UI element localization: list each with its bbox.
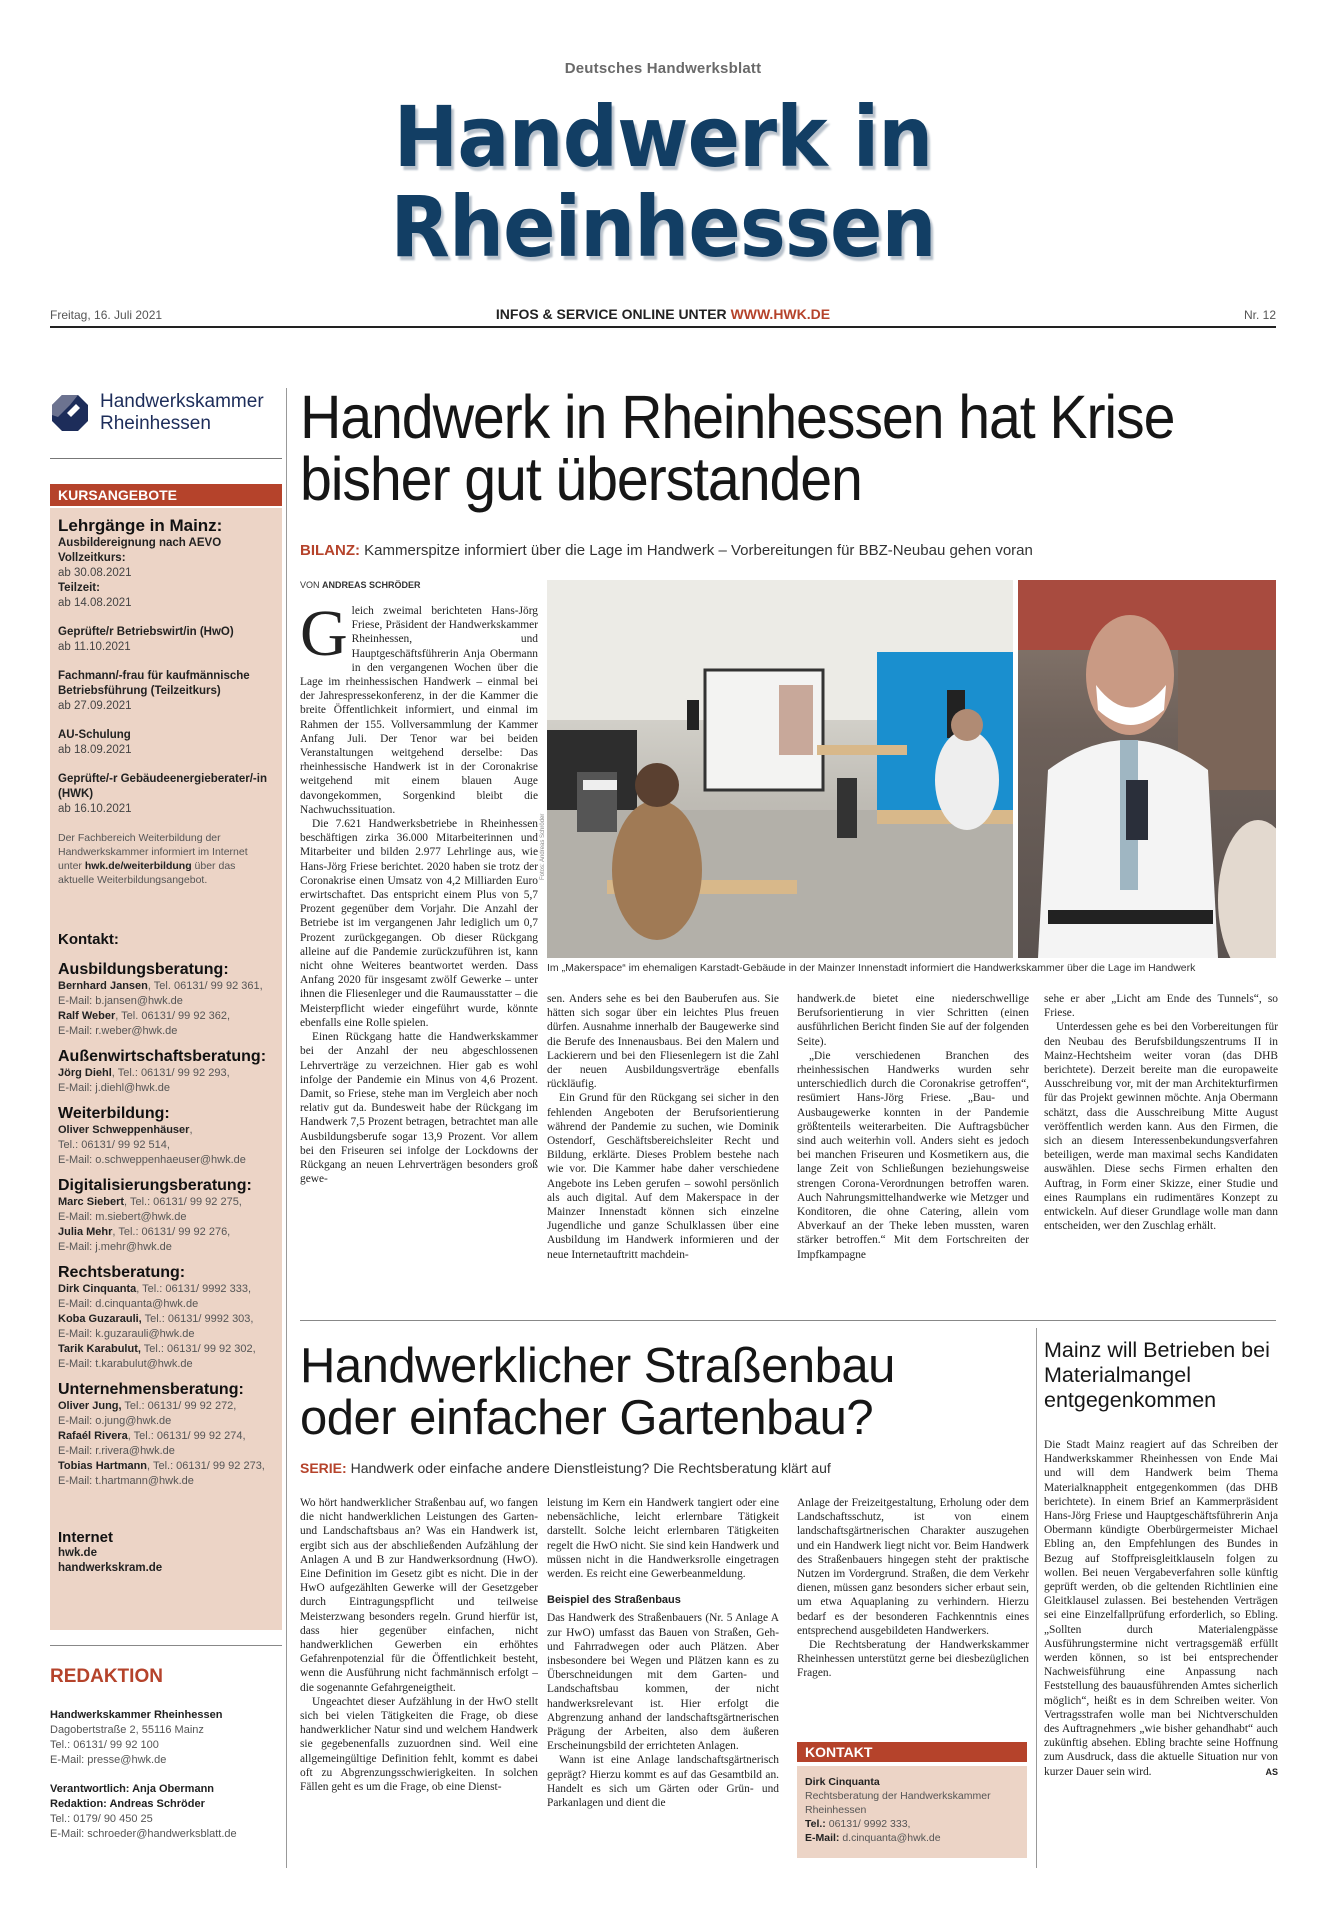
article-column-1: Gleich zweimal berichteten Hans-Jörg Friese, Präsident der Handwerkskammer Rheinhessen, und Hauptgeschäftsführerin Anja Obermann in den vergangenen Wochen über die Lage im rheinhessischen Handwerk – einmal bei der Jahrespressekonferenz, in der die Kammer die breite Öffentlichkeit informiert, und einmal im Rahmen der 155. Vollversammlung der Kammer Anfang Juli. Der Tenor war bei beiden Veranstaltungen weitgehend derselbe: Das rheinhessische Handwerk ist in der Coronakrise weitgehend mit einem blauen Auge davongekommen, Sorgenkind bleibt die Nachwuchssituation. Die 7.621 Handwerksbetriebe in Rheinhessen beschäftigen zirka 36.000 Mitarbeiterinnen und Mitarbeiter und bilden 2.977 Lehrlinge aus, wie Hans-Jörg Friese berichtet. 2020 haben sie trotz der Coronakrise einen Umsatz von 4,2 Milliarden Euro erwirtschaftet. Das entspricht einem Plus von 5,7 Prozent gegenüber dem Vorjahr. Die Anzahl der Betriebe ist im vergangenen Jahr lediglich um 0,7 Prozent zurückgegangen. Ob dieser Rückgang alleine auf die Pandemie zurückzuführen ist, kann nicht ohne Weiteres beantwortet werden. Dass Anfang 2020 für insgesamt zwölf Gewerke – unter ihnen die Fliesenleger und die Raumausstatter – die Meisterpflicht wieder eingeführt wurde, könnte ebenfalls eine Rolle spielen. Einen Rückgang hatte die Handwerkskammer bei der Anzahl der neu abgeschlossenen Lehrverträge zu verzeichnen. Hier gab es wohl infolge der Pandemie ein Minus von 4,6 Prozent. Damit, so Friese, stehe man im Vergleich aber noch relativ gut da. Bundesweit habe der Rückgang im Handwerk 7,5 Prozent betragen, betrachtet man alle Ausbildungsberufe sogar 13,9 Prozent. Vor allem bei den Friseuren sei infolge der Lockdowns der Rückgang an neuen Lehrverträgen besonders groß gewe- (300, 597, 538, 1186)
column-divider (286, 388, 287, 1868)
redaktion-email[interactable]: E-Mail: presse@hwk.de (50, 1754, 167, 1766)
contact-entry: Julia Mehr, Tel.: 06131/ 99 92 276, (58, 1226, 231, 1238)
article-headline: Handwerk in Rheinhessen hat Krise bisher gut überstanden (300, 383, 1175, 513)
contact-email[interactable]: E-Mail: j.diehl@hwk.de (58, 1082, 171, 1094)
article3-body: Die Stadt Mainz reagiert auf das Schreiben der Handwerkskammer Rheinhessen von Ende Mai und will dem Handwerk beim Thema Materialknappheit entgegenkommen (das DHB berichtete). In einem Brief an Kammerpräsident Hans-Jörg Friese und Hauptgeschäftsführerin Anja Obermann kündigte Oberbürgermeister Michael Ebling an, den Empfehlungen des Bundes in Bezug auf Stoffpreisgleitklauseln folgen zu wollen. Bei neuen Vergabeverfahren solle künftig geprüft werden, ob die geltenden Richtlinien eine Gleitklausel zulassen. Bei bestehenden Verträgen sei eine Einzelfallprüfung erforderlich, so Ebling. „Sollten durch Materialengpässe Ausführungstermine nicht vertragsgemäß erfüllt werden können, so ist bei entsprechender Nachweisführung eine Anpassung nach Feststellung des bauausführenden Amtes sicherlich möglich“, heißt es in dem Schreiben weiter. Von Vertragsstrafen wolle man bei Nichtverschulden des Auftragnehmers „wie bisher gehandhabt“ auch zukünftig absehen. Ebling brachte seine Hoffnung zum Ausdruck, dass die aktuelle Situation nur von kurzer Dauer sein wird. AS (1044, 1439, 1278, 1778)
column-divider (1036, 1328, 1037, 1868)
kontakt-header: KONTAKT (797, 1742, 1027, 1762)
redaktion-title: REDAKTION (50, 1666, 163, 1687)
contact-entry: Bernhard Jansen, Tel. 06131/ 99 92 361, (58, 980, 263, 992)
masked-man-portrait-icon (1018, 580, 1276, 958)
contact-entry: Tobias Hartmann, Tel.: 06131/ 99 92 273, (58, 1460, 265, 1472)
sidebar (50, 388, 282, 1840)
course-date: ab 27.09.2021 (58, 700, 132, 712)
lehrgaenge-title: Lehrgänge in Mainz: (58, 516, 223, 535)
contact-email[interactable]: E-Mail: k.guzarauli@hwk.de (58, 1328, 195, 1340)
article-kicker: BILANZ: Kammerspitze informiert über die Lage im Handwerk – Vorbereitungen für BBZ-Neubau gehen voran (300, 542, 1033, 559)
divider (50, 458, 282, 459)
subheading: Beispiel des Straßenbaus (547, 1594, 681, 1607)
contact-email[interactable]: E-Mail: r.weber@hwk.de (58, 1025, 178, 1037)
article2-column-1: Wo hört handwerklicher Straßenbau auf, wo fangen die nicht handwerklichen Leistungen des Garten- und Landschaftsbaus an? Was ein Handwerk ist, ergibt sich aus der abschließenden Aufzählung der Anlagen A und B zur Handwerksordnung (HwO). Eine Definition im Gesetz gibt es nicht. Die in der HwO aufgezählten Gewerke will der Gesetzgeber durch Eintragungspflicht und teilweise Meisterzwang besonders regeln. Grund hierfür ist, dass hier gegenüber einfachen, nicht handwerklichen Gewerben ein erhöhtes Gefahrenpotenzial für die Öffentlichkeit besteht, wenn die Ausführung nicht fachmännisch erfolgt – die sogenannte Gefahrgeneigtheit. Ungeachtet dieser Aufzählung in der HwO stellt sich bei vielen Tätigkeiten die Frage, ob diese handwerklicher Natur sind und welchem Handwerk sie gegebenenfalls zuzuordnen sind. Weil eine allgemeingültige Definition fehlt, kommt es dabei oft zu Abgrenzungsschwierigkeiten. In solchen Fällen geht es um die Frage, ob eine Dienst- (300, 1497, 538, 1794)
contact-section-title: Rechtsberatung: (58, 1264, 186, 1281)
hwk-octagon-icon (50, 393, 90, 433)
redaktion-tel: Tel.: 06131/ 99 92 100 (50, 1739, 159, 1751)
course-date: ab 16.10.2021 (58, 803, 132, 815)
contact-email[interactable]: E-Mail: t.hartmann@hwk.de (58, 1475, 194, 1487)
contact-entry: Oliver Jung, Tel.: 06131/ 99 92 272, (58, 1400, 237, 1412)
contact-entry: Marc Siebert, Tel.: 06131/ 99 92 275, (58, 1196, 242, 1208)
contact-section-title: Ausbildungsberatung: (58, 961, 229, 978)
byline: VON ANDREAS SCHRÖDER (300, 580, 421, 590)
contact-email[interactable]: E-Mail: j.mehr@hwk.de (58, 1241, 172, 1253)
course-date: ab 18.09.2021 (58, 744, 132, 756)
kontakt-title: Kontakt: (58, 931, 119, 948)
redaktion-address: Dagobertstraße 2, 55116 Mainz (50, 1724, 204, 1736)
course-title: Ausbildereignung nach AEVO (58, 537, 222, 549)
redaktion-org: Handwerkskammer Rheinhessen (50, 1709, 223, 1721)
article2-column-2: leistung im Kern ein Handwerk tangiert oder eine nebensächliche, leicht erlernbare Tätigkeit darstellt. Solche leicht erlernbaren Tätigkeiten regelt die HwO nicht. Sie sind kein Handwerk und müssen nicht in die Handwerksrolle eingetragen werden. Es reicht eine Gewerbeanmeldung. Beispiel des Straßenbaus Das Handwerk des Straßenbauers (Nr. 5 Anlage A zur HwO) umfasst das Bauen von Straßen, Geh- und Fahrradwegen oder auch Plätzen. Aber insbesondere bei Wegen und Plätzen kann es zu Überschneidungen mit dem Garten- und Landschaftsbau kommen, der nicht handwerksrelevant ist. Hier erfolgt die Abgrenzung anhand der landschaftsgärtnerischen Prägung der Arbeiten, also dem äußeren Erscheinungsbild der errichteten Anlagen. Wann ist eine Anlage landschaftsgärtnerisch geprägt? Hierzu kommt es auf das Gesamtbild an. Handelt es sich um Gärten oder Grün- und Parkanlagen und dient die (547, 1497, 779, 1810)
issue-bar (50, 306, 1276, 328)
article-column-2: sen. Anders sehe es bei den Bauberufen aus. Sie hätten sich sogar über ein leichtes Plus freuen dürfen. Ausnahme innerhalb der Baugewerke sind die Berufe des Innenausbaus. Bei den Malern und Lackierern und bei den Fliesenlegern ist die Zahl der neuen Ausbildungsverträge ebenfalls rückläufig. Ein Grund für den Rückgang sei sicher in den fehlenden Angeboten der Berufsorientierung während der Pandemie zu suchen, wie Dominik Ostendorf, Geschäftsbereichsleiter Recht und Bildung, erklärte. Dieses Problem bestehe nach wie vor. Die Kammer habe daher verschiedene Angebote ins Leben gerufen – sowohl persönlich als auch digital. Auf dem Makerspace in der Mainzer Innenstadt können sich einzelne Jugendliche und ganze Schulklassen über eine Ausbildung im Handwerk informieren und der neue Internetauftritt machdein- (547, 993, 779, 1261)
article-column-4: sehe er aber „Licht am Ende des Tunnels“, so Friese. Unterdessen gehe es bei den Vorbereitungen für den Neubau des Berufsbildungszentrums II in Mainz-Hechtsheim weiter voran (das DHB berichtete). Derzeit bereite man die europaweite Ausschreibung vor, mit der man Architekturfirmen für das Projekt gewinnen möchte. Anja Obermann schätzt, dass die Ausschreibung Mitte August veröffentlich werden kann. Aus den Firmen, die sich an diesem Interessenbekundungsverfahren beteiligen, werde man maximal sechs Kandidaten auswählen. Diese sechs Firmen erhalten den Auftrag, in Form einer Skizze, einer Studie und eines Raumplans ein rudimentäres Konzept zu entwickeln. Auf dieser Grundlage wolle man dann entscheiden, wer den Zuschlag erhält. (1044, 993, 1278, 1233)
kontakt-box: Dirk Cinquanta Rechtsberatung der Handwerkskammer Rheinhessen Tel.: 06131/ 9992 333, E-Mail: d.cinquanta@hwk.de (797, 1766, 1027, 1858)
course-title: Fachmann/-frau für kaufmännische Betriebsführung (Teilzeitkurs) (58, 670, 250, 697)
redaktion-verantwortlich: Verantwortlich: Anja Obermann (50, 1783, 215, 1795)
internet-link[interactable]: handwerkskram.de (58, 1562, 163, 1574)
makerspace-scene-icon (547, 580, 1013, 958)
contact-entry: Oliver Schweppenhäuser, (58, 1124, 193, 1136)
publisher-name: Deutsches Handwerksblatt (564, 60, 762, 77)
course-title: Geprüfte/r Betriebswirt/in (HwO) (58, 626, 234, 638)
weiterbildung-note: Der Fachbereich Weiterbildung der Handwerkskammer informiert im Internet unter hwk.de/weiterbildung über das aktuelle Weiterbildungsangebot. (58, 832, 248, 886)
contact-entry: Rafaél Rivera, Tel.: 06131/ 99 92 274, (58, 1430, 246, 1442)
kontakt-name: Dirk Cinquanta (805, 1776, 880, 1788)
photo-caption: Im „Makerspace“ im ehemaligen Karstadt-Gebäude in der Mainzer Innenstadt informiert die Handwerkskammer über die Lage im Handwerk (547, 962, 1196, 974)
article2-headline: Handwerklicher Straßenbau oder einfacher Gartenbau? (300, 1339, 895, 1445)
newspaper-title (53, 88, 1273, 276)
contact-section-title: Weiterbildung: (58, 1105, 170, 1122)
logo-line-2: Rheinhessen (100, 413, 211, 434)
contact-entry: Tarik Karabulut, Tel.: 06131/ 99 92 302, (58, 1343, 256, 1355)
service-line (50, 306, 1276, 322)
article3-headline: Mainz will Betrieben bei Materialmangel entgegenkommen (1044, 1338, 1270, 1412)
service-prefix: INFOS & SERVICE ONLINE UNTER (495, 306, 731, 322)
internet-title: Internet (58, 1529, 114, 1546)
title-line-2: Rheinhessen (390, 178, 936, 276)
weiterbildung-link[interactable]: hwk.de/weiterbildung (84, 860, 192, 872)
divider (50, 1645, 282, 1646)
course-date: ab 30.08.2021 (58, 567, 132, 579)
article2-column-3: Anlage der Freizeitgestaltung, Erholung oder dem Landschaftsschutz, ist von einem landschaftsgärtnerischen Charakter auszugehen und ein Handwerk liegt nicht vor. Beim Handwerk des Straßenbauers hingegen steht der praktische Nutzen im Vordergrund. Straßen, die dem Verkehr dienen, müssen ganz besonders sicher erbaut sein, um etwa Aquaplaning zu verhindern. Hierzu bedarf es der besonderen Fachkenntnis eines entsprechend ausgebildeten Handwerkers. Die Rechtsberatung der Handwerkskammer Rheinhessen unterstützt gerne bei diesbezüglichen Fragen. (797, 1497, 1029, 1680)
internet-link[interactable]: hwk.de (58, 1547, 97, 1559)
contact-entry: Koba Guzarauli, Tel.: 06131/ 9992 303, (58, 1313, 254, 1325)
course-sub-label: Vollzeitkurs: (58, 552, 126, 564)
portrait-photo (1018, 580, 1276, 958)
redaktion-info (50, 1708, 282, 1842)
logo-line-1: Handwerkskammer (100, 391, 264, 412)
redaktion-email2[interactable]: E-Mail: schroeder@handwerksblatt.de (50, 1828, 237, 1840)
photo-credit: Fotos: Andreas Schröder (540, 813, 546, 880)
contact-entry: Jörg Diehl, Tel.: 06131/ 99 92 293, (58, 1067, 230, 1079)
dropcap: G (300, 597, 348, 670)
course-title: AU-Schulung (58, 729, 131, 741)
contact-section-title: Außenwirtschaftsberatung: (58, 1048, 267, 1065)
redaktion-redakteur: Redaktion: Andreas Schröder (50, 1798, 205, 1810)
contact-email[interactable]: E-Mail: o.jung@hwk.de (58, 1415, 172, 1427)
redaktion-tel2: Tel.: 0179/ 90 450 25 (50, 1813, 153, 1825)
course-title: Geprüfte/-r Gebäudeenergieberater/-in (HWK) (58, 773, 267, 800)
issue-date: Freitag, 16. Juli 2021 (50, 308, 163, 322)
contact-email[interactable]: E-Mail: o.schweppenhaeuser@hwk.de (58, 1154, 246, 1166)
kursangebote-box (50, 508, 282, 1630)
logo-text (100, 391, 264, 435)
hwk-logo (50, 388, 282, 438)
article2-kicker: SERIE: Handwerk oder einfache andere Dienstleistung? Die Rechtsberatung klärt auf (300, 1460, 831, 1476)
contact-email[interactable]: E-Mail: r.rivera@hwk.de (58, 1445, 175, 1457)
course-date: ab 14.08.2021 (58, 597, 132, 609)
contact-email[interactable]: E-Mail: m.siebert@hwk.de (58, 1211, 187, 1223)
contact-tel: Tel.: 06131/ 99 92 514, (58, 1139, 170, 1151)
contact-section-title: Unternehmensberatung: (58, 1381, 244, 1398)
contact-email[interactable]: E-Mail: b.jansen@hwk.de (58, 995, 183, 1007)
author-initials: AS (1265, 1766, 1278, 1777)
kursangebote-header: KURSANGEBOTE (50, 484, 282, 506)
article-column-3: handwerk.de bietet eine niederschwellige Berufsorientierung in vier Schritten (einen ausführlichen Bericht finden Sie auf der folgenden Seite). „Die verschiedenen Branchen des rheinhessischen Handwerks wurden sehr unterschiedlich durch die Coronakrise getroffen“, resümiert Hans-Jörg Friese. „Bau- und Ausbaugewerke konnten in der Pandemie größtenteils weiterarbeiten. Die Auftragsbücher sind auch weiterhin voll. Anders sieht es jedoch bei manchen Friseuren und Kosmetikern aus, die lange Zeit von Schließungen beziehungsweise strengen Corona-Verordnungen betroffen waren. Auch Nahrungsmittelhandwerke wie Metzger und Konditoren, die ohne Catering, allein vom Abverkauf an der Theke leben mussten, waren stärker betroffen.“ Mit dem Fortschreiten der Impfkampagne (797, 993, 1029, 1261)
contact-entry: Ralf Weber, Tel. 06131/ 99 92 362, (58, 1010, 231, 1022)
course-date: ab 11.10.2021 (58, 641, 131, 653)
course-sub-label: Teilzeit: (58, 582, 100, 594)
contact-entry: Dirk Cinquanta, Tel.: 06131/ 9992 333, (58, 1283, 252, 1295)
contact-email[interactable]: E-Mail: d.cinquanta@hwk.de (58, 1298, 199, 1310)
makerspace-photo (547, 580, 1013, 958)
section-divider (300, 1320, 1276, 1321)
title-line-1: Handwerk in (393, 88, 933, 186)
issue-number: Nr. 12 (1243, 308, 1276, 322)
service-url-link[interactable]: WWW.HWK.DE (730, 306, 831, 322)
contact-section-title: Digitalisierungsberatung: (58, 1177, 252, 1194)
kontakt-email[interactable]: E-Mail: d.cinquanta@hwk.de (805, 1832, 941, 1844)
contact-email[interactable]: E-Mail: t.karabulut@hwk.de (58, 1358, 193, 1370)
